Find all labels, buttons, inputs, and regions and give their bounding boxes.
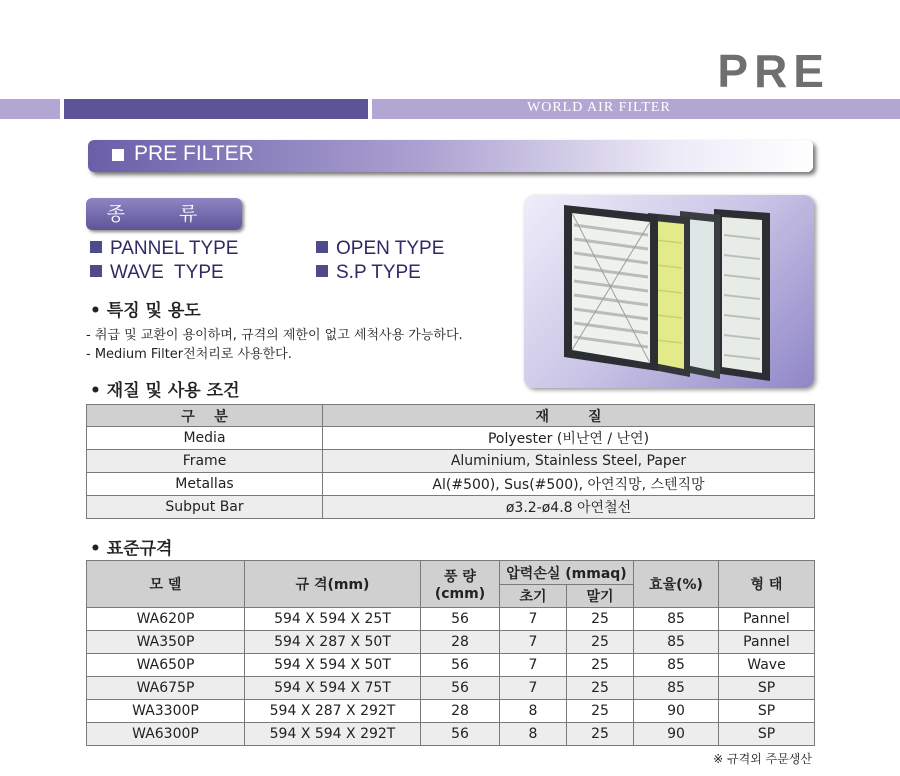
table-cell: Pannel <box>719 631 815 654</box>
feature-line: - Medium Filter전처리로 사용한다. <box>86 347 292 362</box>
type-item-pannel <box>90 238 238 260</box>
table-cell: 8 <box>500 700 567 723</box>
table-row <box>87 473 815 496</box>
table-cell: 594 X 287 X 292T <box>245 700 421 723</box>
type-label: OPEN TYPE <box>336 238 445 259</box>
table-cell: 7 <box>500 608 567 631</box>
table-row <box>87 700 815 723</box>
type-item-sp <box>316 262 421 284</box>
table-cell: 25 <box>567 677 634 700</box>
column-header-flow <box>421 561 500 608</box>
type-label: S.P TYPE <box>336 262 421 283</box>
table-row <box>87 427 815 450</box>
table-cell: 90 <box>634 700 719 723</box>
table-cell: Aluminium, Stainless Steel, Paper <box>323 450 815 473</box>
column-header: 규 격(mm) <box>245 561 421 608</box>
table-cell: Media <box>87 427 323 450</box>
type-label: WAVE TYPE <box>110 262 224 283</box>
filter-illustration <box>524 195 814 388</box>
table-cell: WA620P <box>87 608 245 631</box>
table-cell: Pannel <box>719 608 815 631</box>
table-cell: 85 <box>634 654 719 677</box>
type-label: PANNEL TYPE <box>110 238 239 259</box>
square-bullet-icon <box>90 265 102 277</box>
table-cell: 56 <box>421 654 500 677</box>
header-band-left <box>0 99 60 119</box>
brand-band-text: WORLD AIR FILTER <box>527 100 671 115</box>
column-header: 말기 <box>567 585 634 608</box>
square-bullet-icon <box>90 241 102 253</box>
table-row <box>87 496 815 519</box>
types-label: 종 류 <box>86 198 242 230</box>
table-cell: 25 <box>567 608 634 631</box>
section-title: PRE FILTER <box>134 142 254 165</box>
page-title: PRE <box>717 45 830 97</box>
table-cell: 8 <box>500 723 567 746</box>
square-bullet-icon <box>316 241 328 253</box>
custom-order-note: ※ 규격외 주문생산 <box>713 752 812 766</box>
table-cell: 28 <box>421 700 500 723</box>
header-band-middle <box>64 99 368 119</box>
table-cell: WA6300P <box>87 723 245 746</box>
table-cell: 85 <box>634 631 719 654</box>
table-row <box>87 723 815 746</box>
table-row <box>87 654 815 677</box>
table-cell: Subput Bar <box>87 496 323 519</box>
column-header: 압력손실 (mmaq) <box>500 561 634 585</box>
column-header: 형 태 <box>719 561 815 608</box>
table-cell: Metallas <box>87 473 323 496</box>
column-header: 모 델 <box>87 561 245 608</box>
feature-line: - 취급 및 교환이 용이하며, 규격의 제한이 없고 세척사용 가능하다. <box>86 328 463 343</box>
specs-heading: • 표준규격 <box>90 539 173 559</box>
table-cell: WA675P <box>87 677 245 700</box>
table-cell: 7 <box>500 677 567 700</box>
table-cell: WA350P <box>87 631 245 654</box>
table-row <box>87 677 815 700</box>
table-cell: Al(#500), Sus(#500), 아연직망, 스텐직망 <box>323 473 815 496</box>
column-header: 구 분 <box>87 405 323 427</box>
table-cell: 594 X 287 X 50T <box>245 631 421 654</box>
table-cell: 25 <box>567 654 634 677</box>
table-cell: Frame <box>87 450 323 473</box>
table-cell: 594 X 594 X 50T <box>245 654 421 677</box>
table-row <box>87 631 815 654</box>
table-cell: ø3.2-ø4.8 아연철선 <box>323 496 815 519</box>
table-cell: 25 <box>567 700 634 723</box>
table-cell: WA650P <box>87 654 245 677</box>
materials-table <box>86 404 815 519</box>
table-cell: 7 <box>500 654 567 677</box>
table-cell: 56 <box>421 677 500 700</box>
column-header: 초기 <box>500 585 567 608</box>
type-item-open <box>316 238 444 260</box>
specs-table <box>86 560 815 746</box>
table-cell: SP <box>719 677 815 700</box>
table-cell: 594 X 594 X 25T <box>245 608 421 631</box>
table-row <box>87 608 815 631</box>
table-cell: 85 <box>634 608 719 631</box>
table-row <box>87 450 815 473</box>
table-cell: 7 <box>500 631 567 654</box>
table-cell: 56 <box>421 608 500 631</box>
type-item-wave <box>90 262 224 284</box>
table-cell: 594 X 594 X 75T <box>245 677 421 700</box>
table-cell: SP <box>719 700 815 723</box>
table-cell: Wave <box>719 654 815 677</box>
table-header-row <box>87 561 815 585</box>
table-cell: 25 <box>567 723 634 746</box>
table-cell: 28 <box>421 631 500 654</box>
column-header-unit: (cmm) <box>434 586 486 602</box>
column-header: 풍 량 <box>444 569 476 585</box>
table-cell: 56 <box>421 723 500 746</box>
column-header: 효율(%) <box>634 561 719 608</box>
product-photo <box>524 195 814 388</box>
table-header-row <box>87 405 815 427</box>
features-heading: • 특징 및 용도 <box>90 301 201 321</box>
column-header: 재 질 <box>323 405 815 427</box>
square-bullet-icon <box>316 265 328 277</box>
square-bullet-icon <box>112 149 124 161</box>
table-cell: WA3300P <box>87 700 245 723</box>
table-cell: 85 <box>634 677 719 700</box>
table-cell: 90 <box>634 723 719 746</box>
materials-heading: • 재질 및 사용 조건 <box>90 381 240 401</box>
table-cell: 25 <box>567 631 634 654</box>
table-cell: Polyester (비난연 / 난연) <box>323 427 815 450</box>
table-cell: 594 X 594 X 292T <box>245 723 421 746</box>
table-cell: SP <box>719 723 815 746</box>
